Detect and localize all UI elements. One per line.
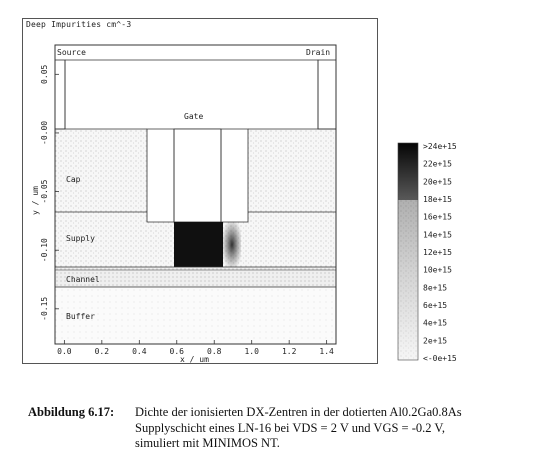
colorbar-label: 16e+15 [423,212,452,222]
colorbar-label: >24e+15 [423,142,457,151]
colorbar-label: 2e+15 [423,336,448,346]
colorbar [398,142,457,363]
y-tick-label: -0.10 [40,238,49,263]
colorbar-label: 4e+15 [423,318,448,328]
x-tick-label: 0.0 [57,347,72,356]
caption-line-2: Supplyschicht eines LN-16 bei VDS = 2 V und VGS = -0.2 V, [135,420,445,435]
colorbar-label: 14e+15 [423,230,452,240]
label-cap: Cap [66,175,81,184]
caption-line-3: simuliert mit MINIMOS NT. [135,436,280,450]
x-tick-label: 1.0 [244,347,259,356]
colorbar-stipple-overlay [398,200,418,360]
y-tick-label: -0.05 [40,179,49,204]
dense-dx-fringe [223,222,241,267]
caption-label: Abbildung 6.17: [28,405,115,419]
plot-title: Deep Impurities cm^-3 [26,20,132,29]
x-tick-label: 0.8 [207,347,222,356]
colorbar-label: 12e+15 [423,248,452,257]
device-cross-section [55,45,336,344]
x-axis-label: x / um [180,355,209,364]
x-tick-label: 1.2 [281,347,297,356]
colorbar-label: 6e+15 [423,301,448,310]
x-tick-label: 0.4 [132,347,147,356]
label-channel: Channel [66,275,100,284]
colorbar-labels [423,142,457,363]
colorbar-label: 20e+15 [423,177,452,187]
buffer-layer [55,287,336,344]
colorbar-label: 18e+15 [423,195,452,204]
label-supply: Supply [66,234,95,243]
source-contact [55,60,65,129]
y-tick-label: -0.00 [40,120,49,145]
label-drain: Drain [306,48,331,57]
drain-contact [318,60,336,129]
dense-dx-region [174,222,223,267]
caption-line-1: Dichte der ionisierten DX-Zentren in der dotierten Al0.2Ga0.8As [135,405,462,419]
x-tick-label: 0.6 [169,347,184,356]
label-buffer: Buffer [66,312,95,321]
y-axis-label: y / um [31,186,40,215]
colorbar-label: <-0e+15 [423,354,457,363]
colorbar-label: 22e+15 [423,159,452,169]
colorbar-label: 8e+15 [423,283,448,293]
y-tick-label: -0.15 [40,296,49,321]
label-gate: Gate [184,112,204,121]
caption-text [135,405,462,452]
colorbar-label: 10e+15 [423,265,452,275]
gate-metal [174,129,221,222]
label-source: Source [57,48,86,57]
x-tick-label: 0.2 [94,347,110,356]
y-tick-label: 0.05 [40,64,49,84]
x-tick-label: 1.4 [319,347,334,356]
